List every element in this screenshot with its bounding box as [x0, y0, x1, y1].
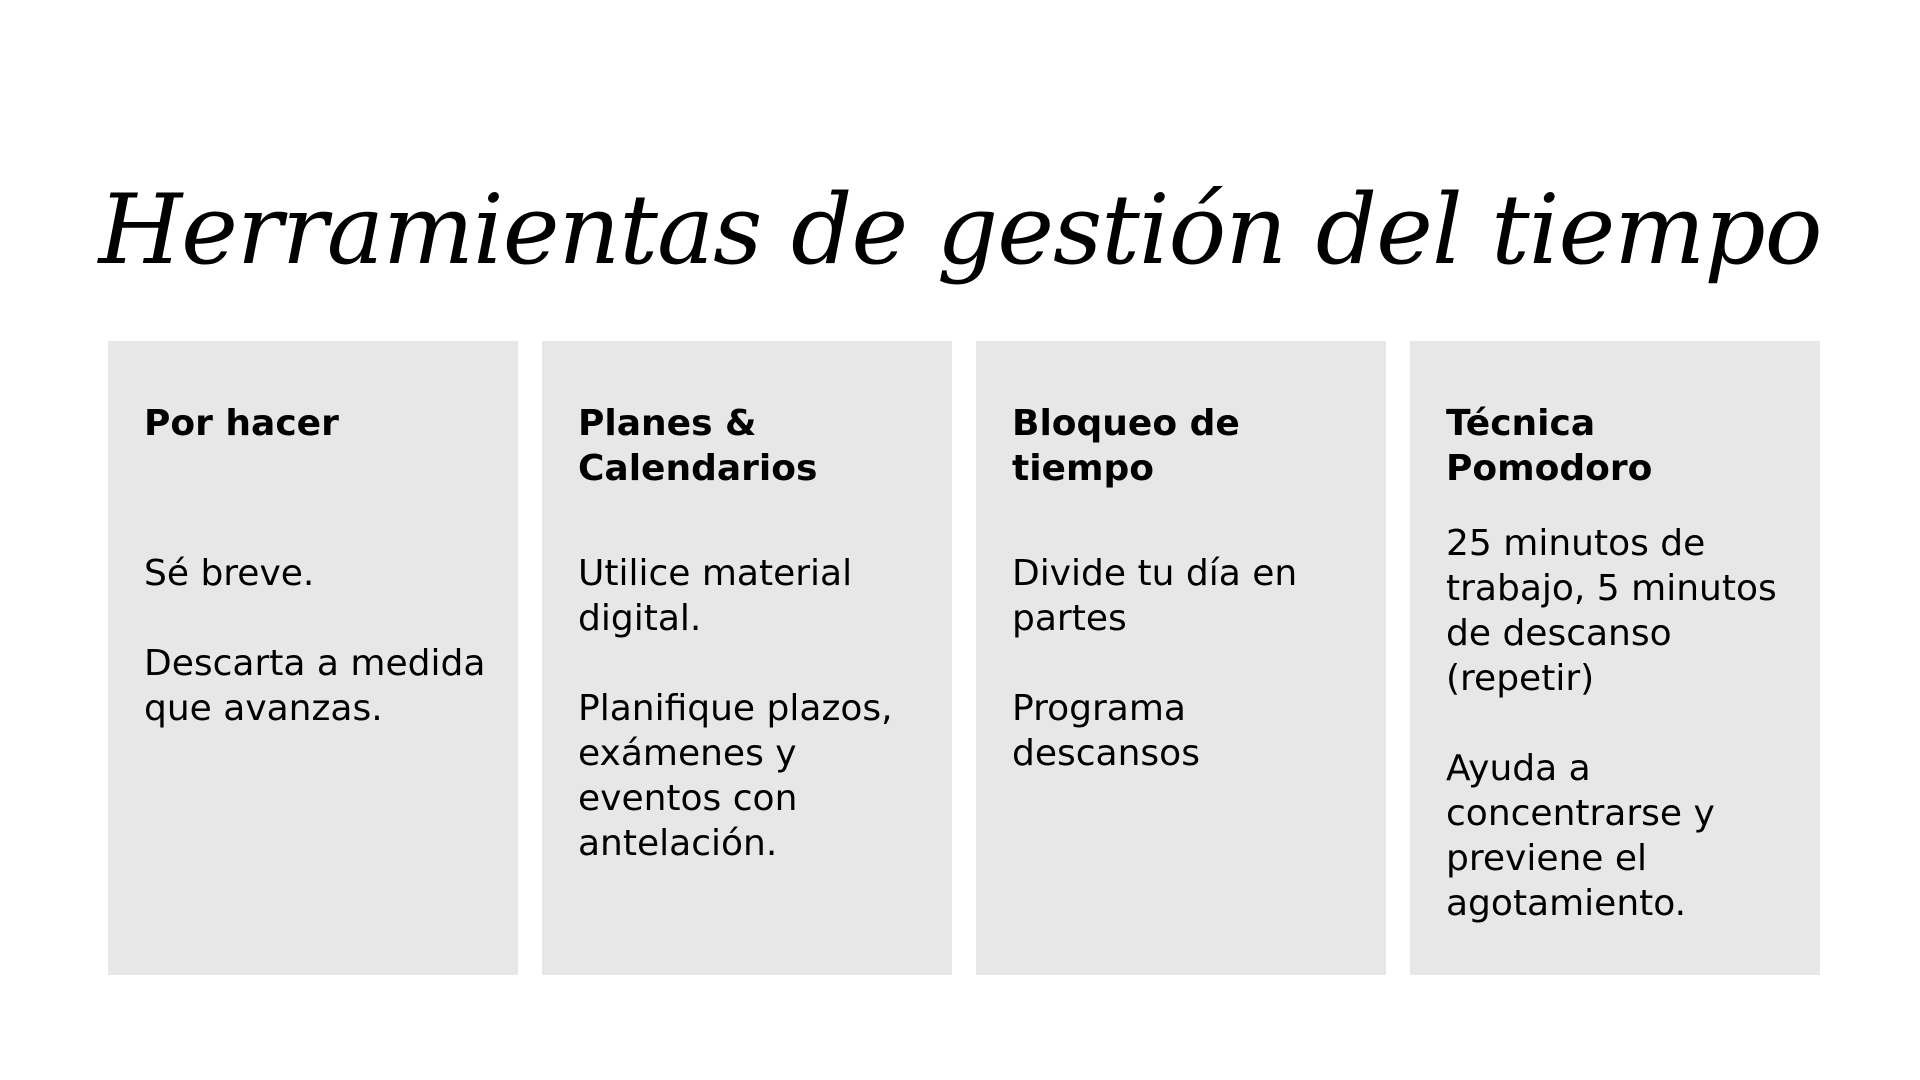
card-planes-calendarios: [542, 341, 952, 975]
card-body: [1446, 521, 1796, 926]
card-title: Bloqueo de tiempo: [1012, 403, 1240, 489]
card-body: [578, 551, 928, 866]
card-paragraph: 25 minutos de trabajo, 5 minutos de descanso (repetir): [1446, 523, 1777, 699]
card-paragraph: Sé breve.: [144, 553, 315, 594]
card-paragraph: Ayuda a concentrarse y previene el agotamiento.: [1446, 748, 1715, 924]
card-title: Planes & Calendarios: [578, 403, 818, 489]
card-paragraph: Divide tu día en partes: [1012, 553, 1298, 639]
card-title: Por hacer: [144, 403, 339, 444]
card-por-hacer: [108, 341, 518, 975]
card-body: [1012, 551, 1362, 776]
card-bloqueo-de-tiempo: [976, 341, 1386, 975]
card-paragraph: Descarta a medida que avanzas.: [144, 643, 486, 729]
card-paragraph: Utilice material digital.: [578, 553, 853, 639]
card-title: Técnica Pomodoro: [1446, 403, 1653, 489]
card-tecnica-pomodoro: [1410, 341, 1820, 975]
card-paragraph: Programa descansos: [1012, 688, 1200, 774]
slide-title: Herramientas de gestión del tiempo: [98, 174, 1822, 286]
card-paragraph: Planifique plazos, exámenes y eventos con antelación.: [578, 688, 893, 864]
card-body: [144, 551, 494, 731]
cards-row: [108, 341, 1820, 975]
